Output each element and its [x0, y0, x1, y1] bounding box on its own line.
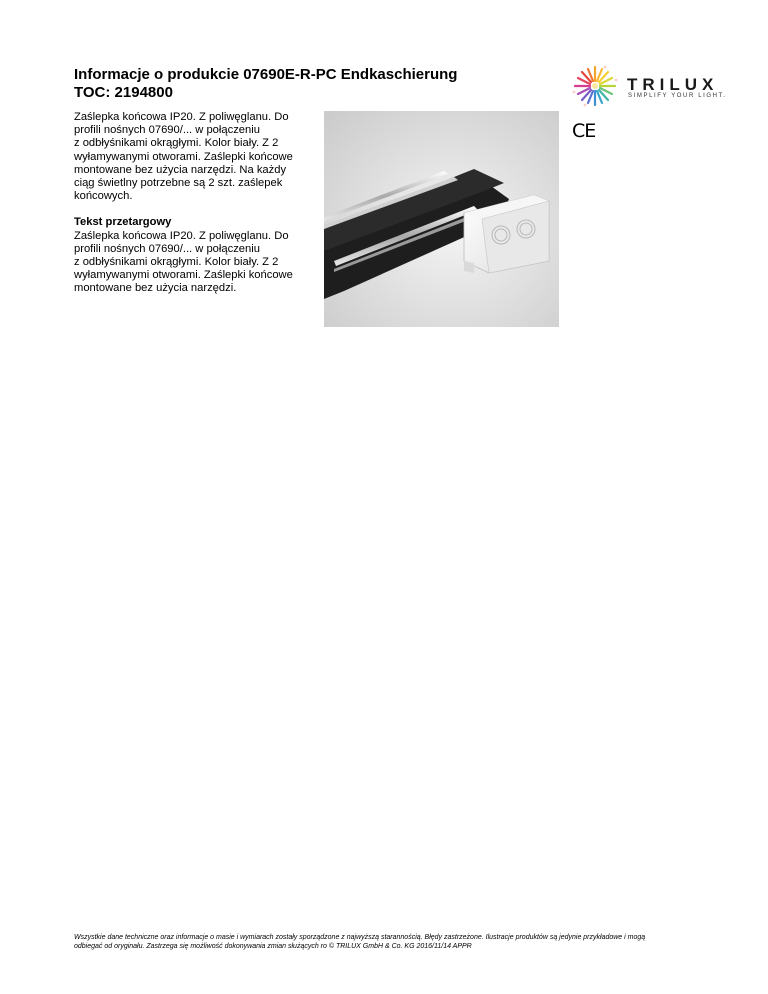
- tender-text-line: wyłamywanymi otworami. Zaślepki końcowe: [74, 269, 293, 282]
- description-line: końcowych.: [74, 190, 133, 203]
- tender-text-line: montowane bez użycia narzędzi.: [74, 282, 237, 295]
- description-line: Zaślepka końcowa IP20. Z poliwęglanu. Do: [74, 111, 289, 123]
- ce-mark: CE: [572, 120, 596, 142]
- product-description: [74, 111, 319, 296]
- trilux-logo: [571, 64, 736, 104]
- toc-number: TOC: 2194800: [74, 84, 173, 101]
- tender-text-line: profili nośnych 07690/... w połączeniu: [74, 242, 260, 255]
- description-line: ciąg świetlny potrzebne są 2 szt. zaślepek: [74, 177, 283, 190]
- tender-text-line: z odbłyśnikami okrągłymi. Kolor biały. Z 2: [74, 256, 279, 269]
- tender-text-line: Zaślepka końcowa IP20. Z poliwęglanu. Do: [74, 229, 289, 242]
- logo-wordmark: TRILUX: [627, 75, 719, 94]
- description-line: wyłamywanymi otworami. Zaślepki końcowe: [74, 150, 293, 163]
- description-line: montowane bez użycia narzędzi. Na każdy: [74, 163, 287, 176]
- logo-tagline: SIMPLIFY YOUR LIGHT.: [628, 93, 727, 99]
- footer-line: odbiegać od oryginału. Zastrzega się możliwość dokonywania zmian służących ro © TRILUX GmbH & Co. KG 2016/11/14 APPR: [74, 943, 472, 950]
- footer-line: Wszystkie dane techniczne oraz informacje o masie i wymiarach zostały sporządzone z najwyższą starannością. Błędy zastrzeżone. Ilustracje produktów są jedynie przykładowe i mogą: [74, 934, 646, 941]
- footer-disclaimer: [74, 933, 724, 951]
- description-line: z odbłyśnikami okrągłymi. Kolor biały. Z 2: [74, 137, 279, 150]
- tender-text-heading: Tekst przetargowy: [74, 216, 172, 229]
- product-title: Informacje o produkcie 07690E-R-PC Endkaschierung: [74, 66, 458, 83]
- color-burst-icon: [571, 64, 619, 108]
- description-line: profili nośnych 07690/... w połączeniu: [74, 124, 260, 137]
- product-photo: [324, 111, 559, 327]
- page-title: [74, 66, 544, 102]
